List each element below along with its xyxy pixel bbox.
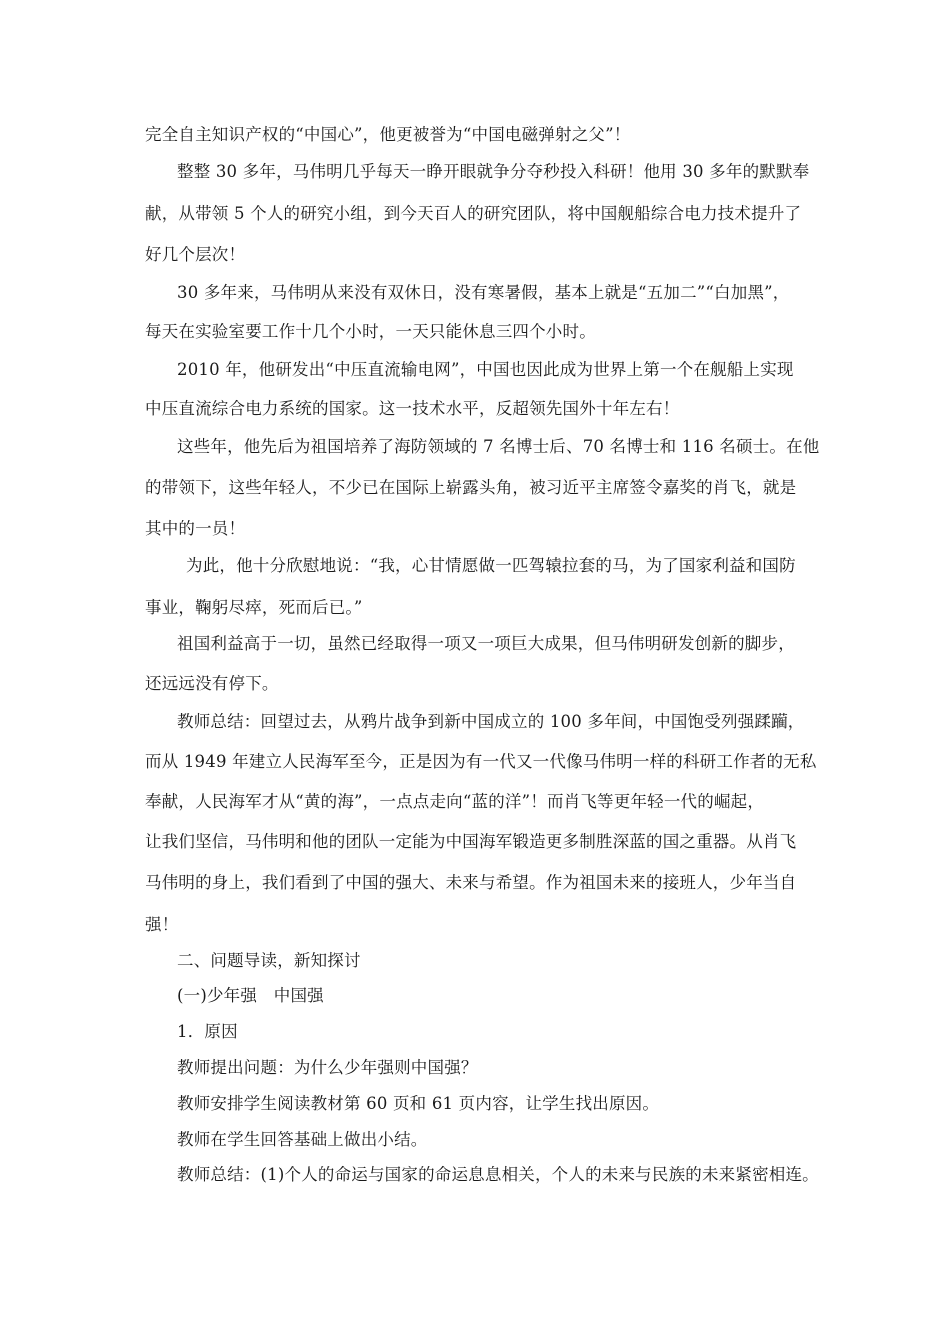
text-line: 整整 30 多年，马伟明几乎每天一睁开眼就争分夺秒投入科研！他用 30 多年的默默奉: [177, 162, 810, 181]
text-line: 教师在学生回答基础上做出小结。: [177, 1130, 428, 1149]
text-line: 好几个层次！: [145, 245, 246, 264]
text-line: 马伟明的身上，我们看到了中国的强大、未来与希望。作为祖国未来的接班人，少年当自: [145, 873, 797, 892]
text-line: 完全自主知识产权的“中国心”，他更被誉为“中国电磁弹射之父”！: [145, 125, 631, 144]
text-line: 的带领下，这些年轻人，不少已在国际上崭露头角，被习近平主席签令嘉奖的肖飞，就是: [145, 478, 797, 497]
text-line: 事业，鞠躬尽瘁，死而后已。”: [145, 598, 363, 617]
text-line: 每天在实验室要工作十几个小时，一天只能休息三四个小时。: [145, 322, 596, 341]
text-line: 中压直流综合电力系统的国家。这一技术水平，反超领先国外十年左右！: [145, 399, 680, 418]
text-line: 这些年，他先后为祖国培养了海防领域的 7 名博士后、70 名博士和 116 名硕士。在他: [177, 437, 820, 456]
subsection-heading: (一)少年强 中国强: [177, 986, 324, 1005]
text-line: 30 多年来，马伟明从来没有双休日，没有寒暑假，基本上就是“五加二”“白加黑”，: [177, 283, 790, 302]
text-line: 其中的一员！: [145, 519, 246, 538]
text-line: 奉献，人民海军才从“黄的海”，一点点走向“蓝的洋”！而肖飞等更年轻一代的崛起，: [145, 792, 765, 811]
text-line: 教师提出问题：为什么少年强则中国强？: [177, 1058, 478, 1077]
text-line: 教师总结：回望过去，从鸦片战争到新中国成立的 100 多年间，中国饱受列强蹂躏，: [177, 712, 805, 731]
text-line: 而从 1949 年建立人民海军至今，正是因为有一代又一代像马伟明一样的科研工作者的无私: [145, 752, 817, 771]
text-line: 祖国利益高于一切，虽然已经取得一项又一项巨大成果，但马伟明研发创新的脚步，: [177, 634, 795, 653]
text-line: 教师安排学生阅读教材第 60 页和 61 页内容，让学生找出原因。: [177, 1094, 660, 1113]
section-heading: 二、问题导读，新知探讨: [177, 951, 361, 970]
text-line: 强！: [145, 915, 179, 934]
text-line: 献，从带领 5 个人的研究小组，到今天百人的研究团队，将中国舰船综合电力技术提升了: [145, 204, 802, 223]
text-line: 2010 年，他研发出“中压直流输电网”，中国也因此成为世界上第一个在舰船上实现: [177, 360, 794, 379]
text-line: 为此，他十分欣慰地说：“我，心甘情愿做一匹驾辕拉套的马，为了国家利益和国防: [186, 556, 796, 575]
text-line: 教师总结：(1)个人的命运与国家的命运息息相关，个人的未来与民族的未来紧密相连。: [177, 1165, 819, 1184]
text-line: 还远远没有停下。: [145, 674, 279, 693]
text-line: 让我们坚信，马伟明和他的团队一定能为中国海军锻造更多制胜深蓝的国之重器。从肖飞: [145, 832, 797, 851]
numbered-heading: 1．原因: [177, 1022, 238, 1041]
